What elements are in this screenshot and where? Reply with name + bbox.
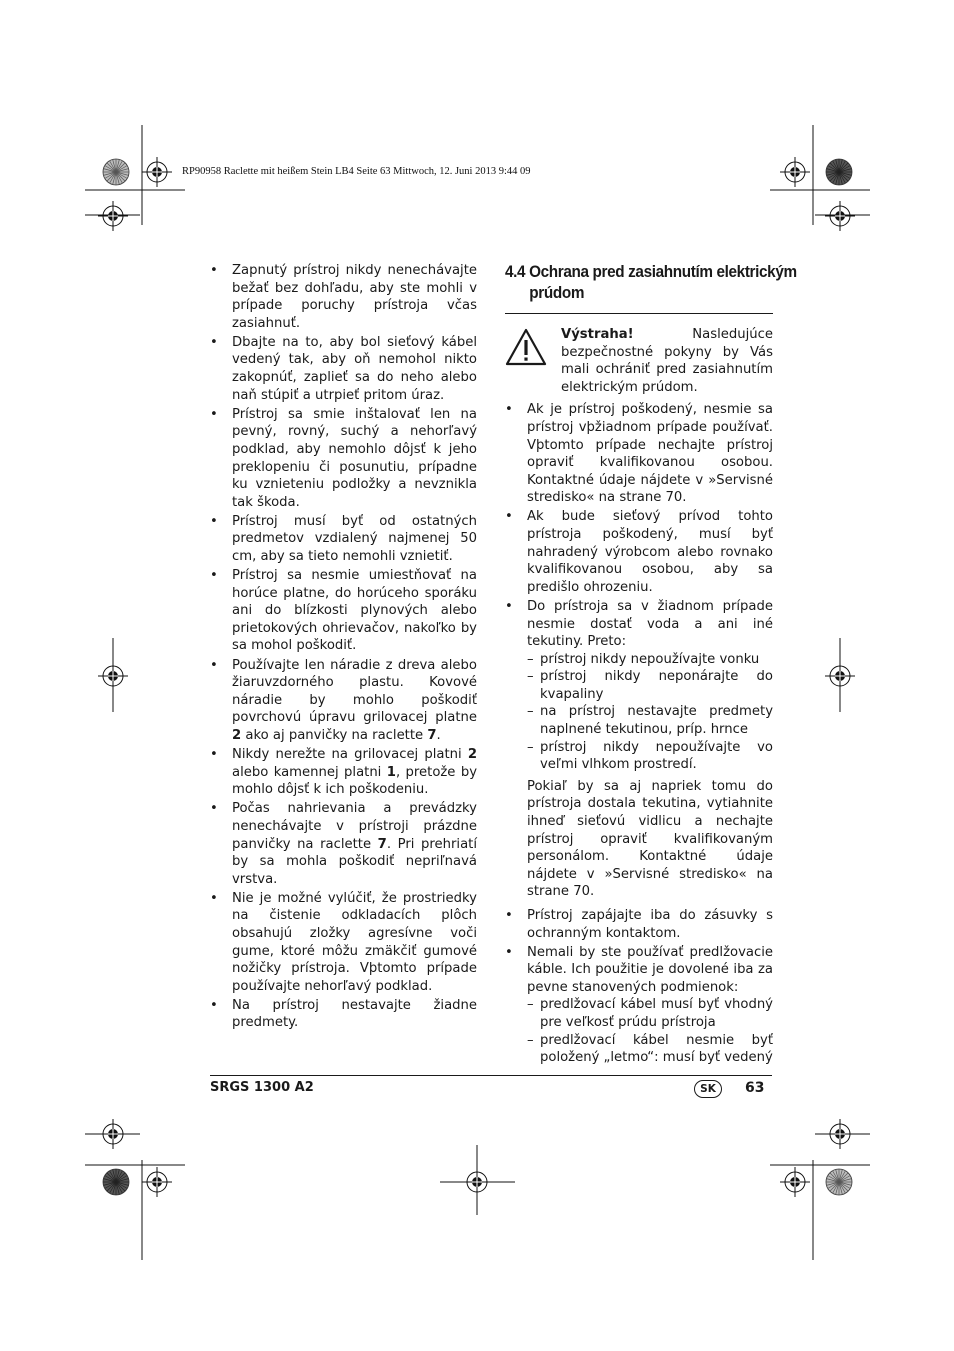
list-item-text: Používajte len náradie z dreva alebo žiaruvzdorného plastu. Kovové náradie by mohlo poškodiť povrchovú úpravu grilovacej platne [232,657,477,726]
list-item-text: . Pri prehriatí by sa mohla poškodiť nepriľnavá vrstva. [232,836,477,887]
list-item [210,513,477,566]
right-column [505,262,797,1068]
language-badge: SK [694,1080,722,1098]
extension-item-text: • Nemali by ste používať predlžovacie káble. Ich použitie je dovolené iba za pevne stanovených podmienok: [527,944,773,995]
list-item [505,598,773,774]
list-item [210,746,477,799]
list-item-text: Na prístroj nestavajte žiadne predmety. [232,997,477,1031]
warning-triangle-icon [505,326,561,396]
color-wheel-icon [826,1169,852,1195]
list-item [210,890,477,996]
list-item-text: alebo kamennej platni [232,764,387,780]
registration-mark-icon [825,661,855,691]
registration-mark-icon [98,201,128,231]
section-heading: 4.4 Ochrana pred zasiahnutím elektrickým prúdom [505,262,797,302]
electric-bullet-list [505,401,773,773]
list-item-text: , pretože by mohlo dôjsť k ich poškodeniu. [232,764,477,798]
color-wheel-icon [826,159,852,185]
footer-rule [210,1075,772,1076]
dash-item: – prístroj nikdy nepoužívajte vonku [527,651,773,669]
page-number: 63 [745,1080,765,1096]
reference-number: 1 [386,764,396,780]
registration-mark-icon [142,157,172,187]
electric-bullet-list-2 [505,907,773,1067]
registration-mark-icon [825,1119,855,1149]
list-item [210,800,477,888]
list-item-text: . [436,727,441,743]
reference-number: 2 [467,747,477,763]
list-item: • Ak bude sieťový prívod tohto prístroja poškodený, musí byť nahradený výrobcom alebo rovnako kvalifikovanou osobou, aby sa predišlo ohrozeniu. [505,508,773,596]
list-item-text: Dbajte na to, aby bol sieťový kábel vedený tak, aby oň nemohol nikto zakopnúť, zaplieť sa do neho alebo naň stúpiť a utrpieť pritom úraz. [232,334,477,403]
list-item-text: Počas nahrievania a prevádzky nenechávajte v prístroji prázdne panvičky na raclette [232,801,477,852]
list-item [210,657,477,745]
dash-item: – prístroj nikdy nepoužívajte vo veľmi vlhkom prostredí. [527,739,773,774]
list-item-text: Prístroj musí byť od ostatných predmetov vzdialený najmenej 50 cm, aby sa tieto nemohli vznietiť. [232,513,477,564]
registration-mark-icon [462,1167,492,1197]
registration-mark-icon [825,201,855,231]
footer-model: SRGS 1300 A2 [210,1080,314,1095]
registration-mark-icon [780,1167,810,1197]
extension-dash-list [527,996,773,1066]
reference-number: 7 [377,836,387,852]
registration-mark-icon [98,661,128,691]
heading-rule [505,313,773,314]
reference-number: 2 [232,727,242,743]
liquid-paragraph: Pokiaľ by sa aj napriek tomu do prístroja dostala tekutina, vytiahnite ihneď sieťovú vidlicu a nechajte prístroj opraviť kvalifikovaným personálom. Kontaktné údaje nájdete v »Servisné stredisko« na strane 70. [527,778,773,900]
color-wheel-icon [103,159,129,185]
left-column [210,262,477,1034]
warning-box [505,326,773,396]
dash-item: – predlžovací kábel nesmie byť položený „letmo“: musí byť vedený [527,1032,773,1067]
warning-body: Nasledujúce bezpečnostné pokyny by Vás mali ochrániť pred zasiahnutím elektrickým prúdom. [561,327,773,395]
dash-item: – predlžovací kábel musí byť vhodný pre veľkosť prúdu prístroja [527,996,773,1031]
list-item-text: Zapnutý prístroj nikdy nenechávajte bežať bez dohľadu, aby ste mohli v prípade poruchy prístroja včas zasiahnuť. [232,263,477,331]
water-dash-list [527,651,773,774]
color-wheel-icon [103,1169,129,1195]
dash-item: – na prístroj nestavajte predmety naplnené tekutinou, príp. hrnce [527,703,773,738]
list-item: • Prístroj zapájajte iba do zásuvky s ochranným kontaktom. [505,907,773,942]
list-item-text: Nie je možné vylúčiť, že prostriedky na čistenie odkladacích plôch obsahujú zložky agresívne voči gume, ktoré môžu zmäkčiť gumové nožičky prístroja. Vþtomto prípade používajte nehorľavý podklad. [232,890,477,994]
water-item-text: • Do prístroja sa v žiadnom prípade nesmie dostať voda a ani iné tekutiny. Preto: [527,598,773,650]
warning-text [561,326,773,396]
warning-title: Výstraha! [561,327,634,342]
registration-mark-icon [142,1167,172,1197]
registration-mark-icon [98,1119,128,1149]
reference-number: 7 [427,727,437,743]
list-item-text: Nikdy nerežte na grilovacej platni [232,747,468,763]
list-item-text: Prístroj sa nesmie umiestňovať na horúce platne, do horúceho sporáku ani do blízkosti plynových alebo prietokových ohrievačov, nakoľko by sa mohol poškodiť. [232,568,477,654]
list-item-text: Prístroj sa smie inštalovať len na pevný, rovný, suchý a nehorľavý podklad, aby nemohlo dôjsť k jeho preklopeniu či posunutiu, prípadne ku vznieteniu podložky a nevznikla tak škoda. [232,406,477,510]
dash-item: – prístroj nikdy neponárajte do kvapaliny [527,668,773,703]
list-item [210,406,477,512]
list-item: • Ak je prístroj poškodený, nesmie sa prístroj vþžiadnom prípade používať. Vþtomto prípade nechajte prístroj opraviť kvalifikovanou osobou. Kontaktné údaje nájdete v »Servisné stredisko« na strane 70. [505,401,773,507]
list-item-text: ako aj panvičky na raclette [241,727,428,743]
print-info-line: RP90958 Raclette mit heißem Stein LB4 Seite 63 Mittwoch, 12. Juni 2013 9:44 09 [182,166,531,177]
list-item [210,997,477,1032]
list-item [210,334,477,404]
list-item [210,567,477,655]
list-item [210,262,477,332]
safety-bullet-list [210,262,477,1032]
registration-mark-icon [780,157,810,187]
list-item [505,944,773,1067]
